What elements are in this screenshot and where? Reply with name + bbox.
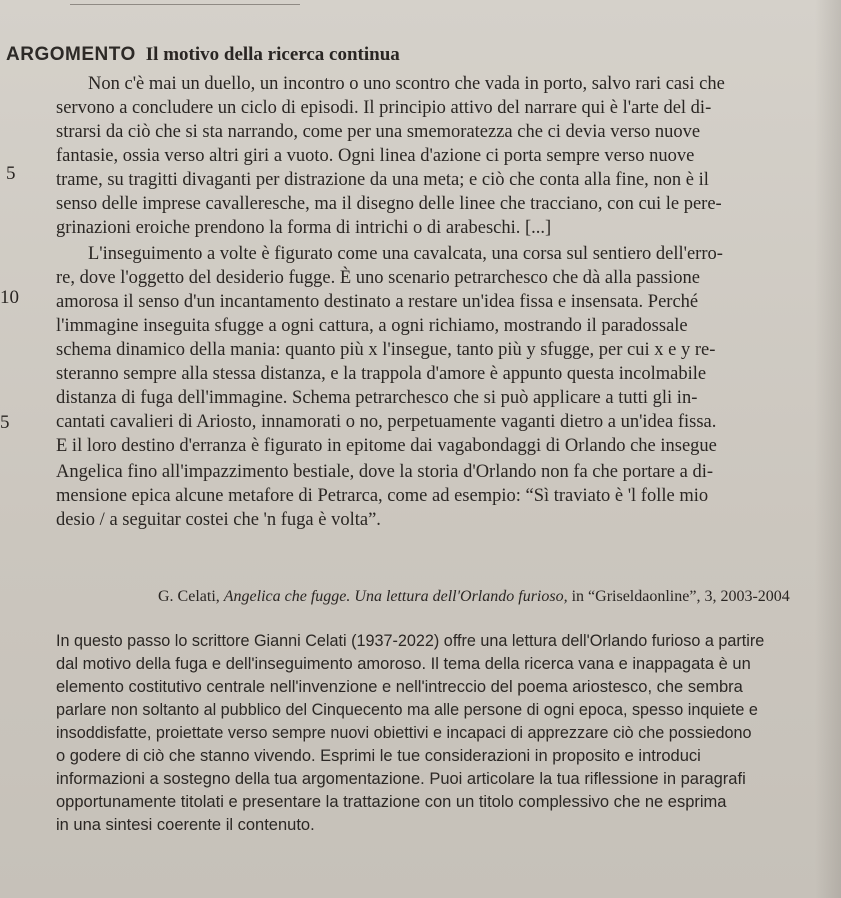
passage-line: fantasie, ossia verso altri giri a vuoto. Ogni linea d'azione ci porta sempre verso nuove [56,146,695,166]
citation [158,588,790,606]
passage-line: E il loro destino d'erranza è figurato in epitome dai vagabondaggi di Orlando che insegue [56,436,717,456]
assignment-line: elemento costitutivo centrale nell'invenzione e nell'intreccio del poema ariostesco, che sembra [56,678,743,696]
line-number: 10 [0,287,19,308]
passage-line: trame, su tragitti divaganti per distrazione da una meta; e ciò che conta alla fine, non è il [56,170,709,190]
passage-line: steranno sempre alla stessa distanza, e la trappola d'amore è appunto questa incolmabile [56,364,707,384]
line-number: 5 [0,412,10,433]
assignment-line: parlare non soltanto al pubblico del Cinquecento ma alle persone di ogni epoca, spesso inquiete e [56,701,758,719]
passage-line: Non c'è mai un duello, un incontro o uno scontro che vada in porto, salvo rari casi che [88,74,725,94]
passage-line: schema dinamico della mania: quanto più x l'insegue, tanto più y sfugge, per cui x e y re- [56,340,716,360]
passage-line: distanza di fuga dell'immagine. Schema petrarchesco che si può applicare a tutti gli in- [56,388,698,408]
passage-line: mensione epica alcune metafore di Petrarca, come ad esempio: “Sì traviato è 'l folle mio [56,486,709,506]
passage-line: desio / a seguitar costei che 'n fuga è volta”. [56,510,381,530]
passage-line: re, dove l'oggetto del desiderio fugge. È uno scenario petrarchesco che dà alla passione [56,268,700,288]
passage-line: grinazioni eroiche prendono la forma di intrichi o di arabeschi. [...] [56,218,552,238]
heading-tag: ARGOMENTO [6,44,136,65]
passage-line: cantati cavalieri di Ariosto, innamorati o no, perpetuamente vaganti dietro a un'idea fissa. [56,412,717,432]
section-heading [6,42,400,67]
passage-line: servono a concludere un ciclo di episodi. Il principio attivo del narrare qui è l'arte del di- [56,98,712,118]
assignment-line: opportunamente titolati e presentare la trattazione con un titolo complessivo che ne esprima [56,793,727,811]
passage-line: senso delle imprese cavalleresche, ma il disegno delle linee che tracciano, con cui le pere- [56,194,722,214]
assignment-line: o godere di ciò che stanno vivendo. Esprimi le tue considerazioni in proposito e introduci [56,747,701,765]
passage-line: Angelica fino all'impazzimento bestiale, dove la storia d'Orlando non fa che portare a di- [56,462,714,482]
top-rule [70,4,300,5]
page-edge-shadow [815,0,841,898]
assignment-line: informazioni a sostegno della tua argomentazione. Puoi articolare la tua riflessione in paragrafi [56,770,746,788]
passage-line: strarsi da ciò che si sta narrando, come per una smemoratezza che ci devia verso nuove [56,122,701,142]
citation-title: Angelica che fugge. Una lettura dell'Orlando furioso, [223,588,568,605]
citation-author: G. Celati, [158,588,220,605]
heading-title: Il motivo della ricerca continua [145,44,400,65]
passage-line: l'immagine inseguita sfugge a ogni cattura, a ogni richiamo, mostrando il paradossale [56,316,688,336]
assignment-line: insoddisfatte, proiettate verso sempre nuovi obiettivi e incapaci di apprezzare ciò che possiedono [56,724,752,742]
assignment-line: In questo passo lo scrittore Gianni Celati (1937-2022) offre una lettura dell'Orlando furioso a partire [56,632,765,650]
assignment-line: in una sintesi coerente il contenuto. [56,816,315,834]
passage-line: L'inseguimento a volte è figurato come una cavalcata, una corsa sul sentiero dell'erro- [88,244,723,264]
line-number: 5 [6,163,16,184]
passage-line: amorosa il senso d'un incantamento destinato a restare un'idea fissa e insensata. Perché [56,292,699,312]
citation-source: in “Griseldaonline”, 3, 2003-2004 [571,588,790,605]
assignment-line: dal motivo della fuga e dell'inseguimento amoroso. Il tema della ricerca vana e inappagata è un [56,655,751,673]
